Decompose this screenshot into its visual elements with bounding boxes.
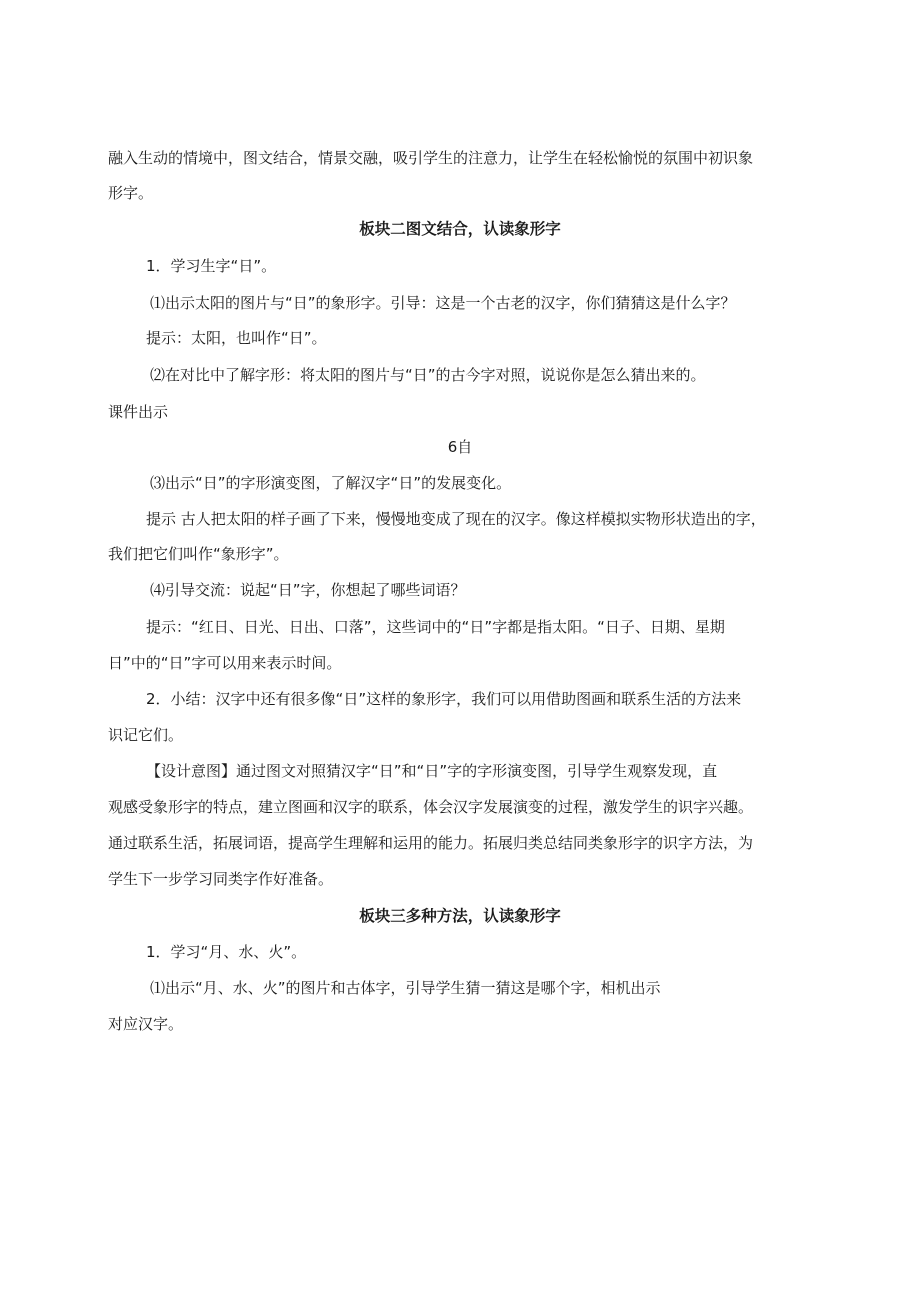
body-text-line: 学生下一步学习同类字作好准备。 bbox=[108, 870, 334, 888]
list-item: 2．小结：汉字中还有很多像“日”这样的象形字，我们可以用借助图画和联系生活的方法来 bbox=[146, 690, 742, 708]
body-text-line: 通过联系生活，拓展词语，提高学生理解和运用的能力。拓展归类总结同类象形字的识字方法，为 bbox=[108, 834, 754, 852]
list-item: ⑴出示“月、水、火”的图片和古体字，引导学生猜一猜这是哪个字，相机出示 bbox=[150, 979, 661, 997]
body-text-line: 我们把它们叫作“象形字”。 bbox=[108, 545, 289, 563]
list-item: ⑷引导交流：说起“日”字，你想起了哪些词语？ bbox=[150, 581, 466, 599]
section-heading: 板块三多种方法，认读象形字 bbox=[359, 907, 561, 925]
list-item: 1．学习“月、水、火”。 bbox=[146, 943, 307, 961]
hint-text: 提示 古人把太阳的样子画了下来，慢慢地变成了现在的汉字。像这样模拟实物形状造出的字， bbox=[146, 510, 766, 528]
body-text-line: 融入生动的情境中，图文结合，情景交融，吸引学生的注意力，让学生在轻松愉悦的氛围中初识象 bbox=[108, 149, 754, 167]
body-text-line: 观感受象形字的特点，建立图画和汉字的联系，体会汉字发展演变的过程，激发学生的识字兴趣。 bbox=[108, 798, 754, 816]
body-text-line: 课件出示 bbox=[108, 403, 169, 421]
section-heading: 板块二图文结合，认读象形字 bbox=[359, 220, 561, 238]
body-text-line: 日”中的“日”字可以用来表示时间。 bbox=[108, 654, 342, 672]
body-text-line: 形字。 bbox=[108, 184, 154, 202]
hint-text: 提示：“红日、日光、日出、口落”，这些词中的“日”字都是指太阳。“日子、日期、星期 bbox=[146, 618, 725, 636]
list-item: 1．学习生字“日”。 bbox=[146, 257, 277, 275]
design-intent-text: 【设计意图】通过图文对照猜汉字“日”和“日”字的字形演变图，引导学生观察发现，直 bbox=[146, 762, 718, 780]
body-text-line: 对应汉字。 bbox=[108, 1015, 184, 1033]
figure-caption: 6自 bbox=[447, 438, 473, 456]
list-item: ⑴出示太阳的图片与“日”的象形字。引导：这是一个古老的汉字，你们猜猜这是什么字？ bbox=[150, 294, 736, 312]
list-item: ⑶出示“日”的字形演变图，了解汉字“日”的发展变化。 bbox=[150, 474, 512, 492]
list-item: ⑵在对比中了解字形：将太阳的图片与“日”的古今字对照，说说你是怎么猜出来的。 bbox=[150, 366, 706, 384]
body-text-line: 识记它们。 bbox=[108, 726, 184, 744]
hint-text: 提示：太阳，也叫作“日”。 bbox=[146, 329, 327, 347]
